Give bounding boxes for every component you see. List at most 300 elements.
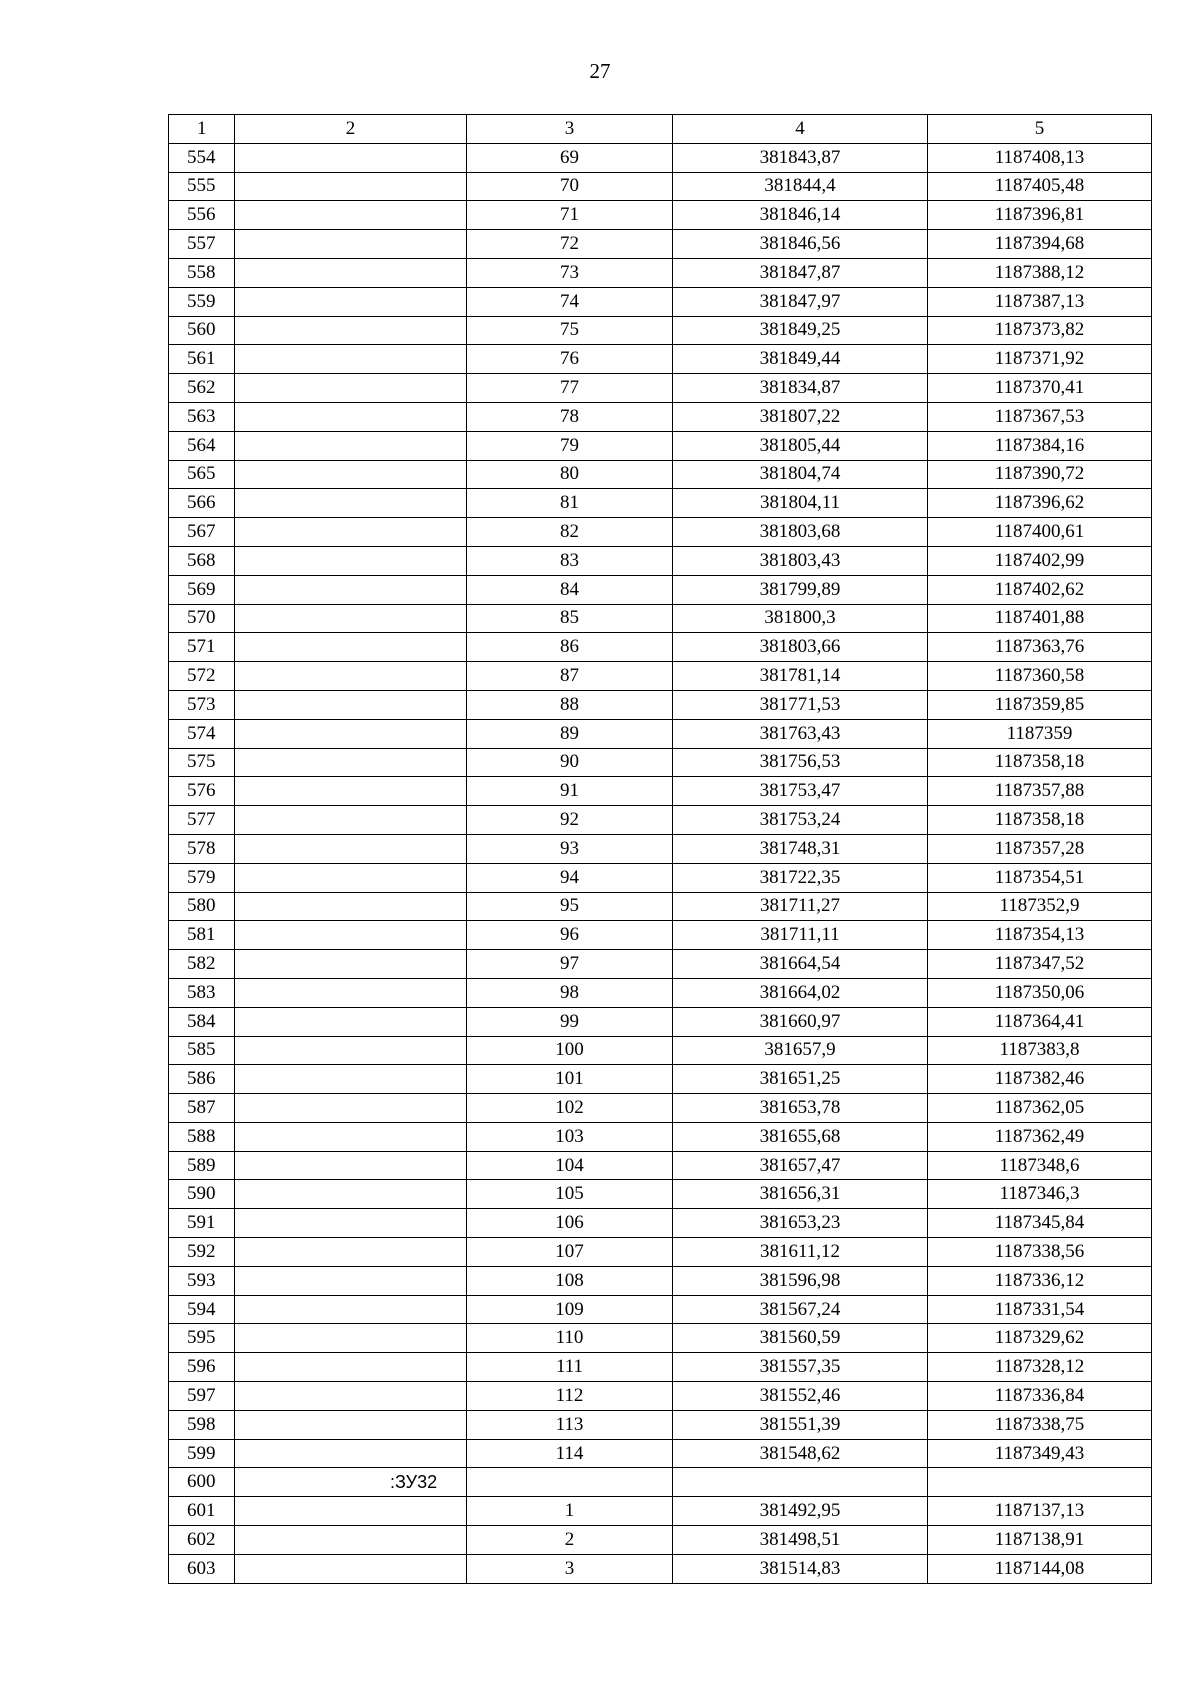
y-coordinate-cell: 1187354,13 [928,921,1152,950]
point-number-cell: 87 [467,662,673,691]
y-coordinate-cell: 1187358,18 [928,748,1152,777]
x-coordinate-cell: 381807,22 [673,402,928,431]
y-coordinate-cell: 1187360,58 [928,662,1152,691]
y-coordinate-cell: 1187345,84 [928,1209,1152,1238]
y-coordinate-cell: 1187348,6 [928,1151,1152,1180]
table-row [169,978,1152,1007]
x-coordinate-cell: 381611,12 [673,1238,928,1267]
point-number-cell: 98 [467,978,673,1007]
y-coordinate-cell: 1187396,62 [928,489,1152,518]
x-coordinate-cell: 381846,14 [673,201,928,230]
row-number-cell: 575 [169,748,235,777]
point-number-cell: 82 [467,518,673,547]
table-row [169,1353,1152,1382]
x-coordinate-cell: 381498,51 [673,1526,928,1555]
point-number-cell: 105 [467,1180,673,1209]
parcel-label-cell [235,1122,467,1151]
x-coordinate-cell: 381651,25 [673,1065,928,1094]
y-coordinate-cell: 1187336,84 [928,1382,1152,1411]
parcel-label-cell [235,258,467,287]
x-coordinate-cell: 381804,11 [673,489,928,518]
row-number-cell: 574 [169,719,235,748]
table-row [169,518,1152,547]
y-coordinate-cell: 1187357,28 [928,834,1152,863]
x-coordinate-cell: 381846,56 [673,230,928,259]
x-coordinate-cell: 381657,47 [673,1151,928,1180]
row-number-cell: 585 [169,1036,235,1065]
parcel-label-cell [235,1094,467,1123]
point-number-cell: 107 [467,1238,673,1267]
parcel-label-cell [235,690,467,719]
table-row [169,1382,1152,1411]
parcel-label-cell [235,978,467,1007]
table-row [169,1209,1152,1238]
row-number-cell: 591 [169,1209,235,1238]
x-coordinate-cell: 381552,46 [673,1382,928,1411]
parcel-label-cell [235,1295,467,1324]
point-number-cell: 69 [467,143,673,172]
parcel-label-cell [235,287,467,316]
point-number-cell: 2 [467,1526,673,1555]
x-coordinate-cell: 381660,97 [673,1007,928,1036]
row-number-cell: 557 [169,230,235,259]
parcel-label-cell [235,892,467,921]
row-number-cell: 577 [169,806,235,835]
y-coordinate-cell: 1187137,13 [928,1497,1152,1526]
row-number-cell: 572 [169,662,235,691]
row-number-cell: 592 [169,1238,235,1267]
x-coordinate-cell: 381557,35 [673,1353,928,1382]
parcel-label-cell [235,575,467,604]
parcel-label-cell [235,1382,467,1411]
y-coordinate-cell: 1187359,85 [928,690,1152,719]
parcel-label-cell [235,1554,467,1583]
y-coordinate-cell: 1187354,51 [928,863,1152,892]
point-number-cell: 81 [467,489,673,518]
point-number-cell: 113 [467,1410,673,1439]
table-row [169,662,1152,691]
table-row [169,1324,1152,1353]
row-number-cell: 597 [169,1382,235,1411]
parcel-label-cell [235,950,467,979]
x-coordinate-cell: 381799,89 [673,575,928,604]
point-number-cell: 102 [467,1094,673,1123]
point-number-cell: 99 [467,1007,673,1036]
y-coordinate-cell: 1187138,91 [928,1526,1152,1555]
table-row [169,1238,1152,1267]
row-number-cell: 565 [169,460,235,489]
x-coordinate-cell: 381781,14 [673,662,928,691]
row-number-cell: 587 [169,1094,235,1123]
parcel-label-cell [235,1526,467,1555]
row-number-cell: 563 [169,402,235,431]
point-number-cell: 76 [467,345,673,374]
row-number-cell: 600 [169,1468,235,1497]
x-coordinate-cell: 381656,31 [673,1180,928,1209]
x-coordinate-cell: 381748,31 [673,834,928,863]
table-row [169,143,1152,172]
x-coordinate-cell: 381803,43 [673,546,928,575]
point-number-cell: 74 [467,287,673,316]
row-number-cell: 555 [169,172,235,201]
table-row [169,1036,1152,1065]
row-number-cell: 559 [169,287,235,316]
parcel-label-cell [235,777,467,806]
x-coordinate-cell: 381653,78 [673,1094,928,1123]
page-number: 27 [589,59,611,83]
row-number-cell: 590 [169,1180,235,1209]
table-row [169,1007,1152,1036]
row-number-cell: 594 [169,1295,235,1324]
table-row [169,546,1152,575]
table-row [169,834,1152,863]
parcel-label-cell [235,201,467,230]
parcel-label-cell [235,1036,467,1065]
y-coordinate-cell: 1187346,3 [928,1180,1152,1209]
y-coordinate-cell: 1187367,53 [928,402,1152,431]
point-number-cell: 3 [467,1554,673,1583]
y-coordinate-cell: 1187396,81 [928,201,1152,230]
y-coordinate-cell: 1187371,92 [928,345,1152,374]
table-row [169,575,1152,604]
row-number-cell: 595 [169,1324,235,1353]
header-cell-5: 5 [928,115,1152,144]
row-number-cell: 571 [169,633,235,662]
parcel-label-cell [235,518,467,547]
table-row [169,431,1152,460]
point-number-cell: 114 [467,1439,673,1468]
row-number-cell: 581 [169,921,235,950]
point-number-cell: 73 [467,258,673,287]
x-coordinate-cell: 381514,83 [673,1554,928,1583]
table-row [169,374,1152,403]
parcel-label-cell [235,345,467,374]
row-number-cell: 569 [169,575,235,604]
parcel-label-cell [235,316,467,345]
table-row [169,1180,1152,1209]
table-row [169,1094,1152,1123]
table-body [169,115,1152,1584]
x-coordinate-cell: 381596,98 [673,1266,928,1295]
table-row [169,345,1152,374]
table-header-row [169,115,1152,144]
point-number-cell: 108 [467,1266,673,1295]
row-number-cell: 586 [169,1065,235,1094]
x-coordinate-cell: 381803,66 [673,633,928,662]
y-coordinate-cell: 1187336,12 [928,1266,1152,1295]
parcel-label-cell: :ЗУ32 [235,1468,467,1497]
header-cell-1: 1 [169,115,235,144]
table-row [169,748,1152,777]
point-number-cell: 88 [467,690,673,719]
point-number-cell: 84 [467,575,673,604]
parcel-label-cell [235,604,467,633]
x-coordinate-cell: 381844,4 [673,172,928,201]
row-number-cell: 576 [169,777,235,806]
x-coordinate-cell: 381711,11 [673,921,928,950]
header-cell-3: 3 [467,115,673,144]
table-row [169,690,1152,719]
point-number-cell: 112 [467,1382,673,1411]
point-number-cell: 101 [467,1065,673,1094]
parcel-label-cell [235,633,467,662]
parcel-label-cell [235,1180,467,1209]
row-number-cell: 560 [169,316,235,345]
x-coordinate-cell: 381664,02 [673,978,928,1007]
parcel-label-cell [235,1266,467,1295]
point-number-cell: 90 [467,748,673,777]
point-number-cell: 91 [467,777,673,806]
y-coordinate-cell: 1187384,16 [928,431,1152,460]
parcel-label-cell [235,662,467,691]
y-coordinate-cell: 1187328,12 [928,1353,1152,1382]
table-row [169,892,1152,921]
point-number-cell: 77 [467,374,673,403]
table-row [169,1295,1152,1324]
point-number-cell: 70 [467,172,673,201]
x-coordinate-cell: 381771,53 [673,690,928,719]
y-coordinate-cell: 1187390,72 [928,460,1152,489]
x-coordinate-cell: 381763,43 [673,719,928,748]
row-number-cell: 593 [169,1266,235,1295]
point-number-cell [467,1468,673,1497]
y-coordinate-cell: 1187373,82 [928,316,1152,345]
x-coordinate-cell: 381753,47 [673,777,928,806]
row-number-cell: 580 [169,892,235,921]
table-row [169,1266,1152,1295]
table-row [169,172,1152,201]
y-coordinate-cell: 1187359 [928,719,1152,748]
point-number-cell: 78 [467,402,673,431]
table-row [169,1554,1152,1583]
table-row [169,258,1152,287]
table-row [169,806,1152,835]
point-number-cell: 109 [467,1295,673,1324]
y-coordinate-cell: 1187338,75 [928,1410,1152,1439]
table-row [169,719,1152,748]
row-number-cell: 570 [169,604,235,633]
point-number-cell: 72 [467,230,673,259]
table-row [169,402,1152,431]
row-number-cell: 578 [169,834,235,863]
y-coordinate-cell: 1187349,43 [928,1439,1152,1468]
row-number-cell: 558 [169,258,235,287]
table-row [169,287,1152,316]
parcel-label-cell [235,1324,467,1353]
point-number-cell: 110 [467,1324,673,1353]
table-row [169,1526,1152,1555]
table-row [169,921,1152,950]
x-coordinate-cell: 381548,62 [673,1439,928,1468]
row-number-cell: 584 [169,1007,235,1036]
point-number-cell: 95 [467,892,673,921]
table-row [169,316,1152,345]
y-coordinate-cell: 1187362,05 [928,1094,1152,1123]
x-coordinate-cell: 381847,97 [673,287,928,316]
row-number-cell: 596 [169,1353,235,1382]
parcel-label-cell [235,143,467,172]
coordinates-table [168,114,1152,1584]
point-number-cell: 79 [467,431,673,460]
y-coordinate-cell: 1187388,12 [928,258,1152,287]
parcel-label-cell [235,719,467,748]
parcel-label-cell [235,1151,467,1180]
parcel-label-cell [235,172,467,201]
row-number-cell: 599 [169,1439,235,1468]
point-number-cell: 80 [467,460,673,489]
point-number-cell: 1 [467,1497,673,1526]
row-number-cell: 598 [169,1410,235,1439]
x-coordinate-cell: 381722,35 [673,863,928,892]
x-coordinate-cell [673,1468,928,1497]
x-coordinate-cell: 381655,68 [673,1122,928,1151]
table-row [169,489,1152,518]
y-coordinate-cell: 1187362,49 [928,1122,1152,1151]
y-coordinate-cell: 1187357,88 [928,777,1152,806]
row-number-cell: 568 [169,546,235,575]
y-coordinate-cell: 1187405,48 [928,172,1152,201]
parcel-label-cell [235,834,467,863]
point-number-cell: 92 [467,806,673,835]
point-number-cell: 106 [467,1209,673,1238]
x-coordinate-cell: 381849,44 [673,345,928,374]
x-coordinate-cell: 381560,59 [673,1324,928,1353]
row-number-cell: 579 [169,863,235,892]
table-row [169,950,1152,979]
y-coordinate-cell: 1187329,62 [928,1324,1152,1353]
parcel-label-cell [235,402,467,431]
parcel-label-cell [235,431,467,460]
point-number-cell: 89 [467,719,673,748]
point-number-cell: 97 [467,950,673,979]
y-coordinate-cell: 1187383,8 [928,1036,1152,1065]
x-coordinate-cell: 381800,3 [673,604,928,633]
row-number-cell: 583 [169,978,235,1007]
table-row [169,1151,1152,1180]
parcel-label-cell [235,1439,467,1468]
point-number-cell: 85 [467,604,673,633]
x-coordinate-cell: 381567,24 [673,1295,928,1324]
table-row [169,230,1152,259]
x-coordinate-cell: 381843,87 [673,143,928,172]
table-row [169,1122,1152,1151]
row-number-cell: 589 [169,1151,235,1180]
row-number-cell: 603 [169,1554,235,1583]
y-coordinate-cell: 1187370,41 [928,374,1152,403]
row-number-cell: 567 [169,518,235,547]
parcel-label-cell [235,1410,467,1439]
x-coordinate-cell: 381847,87 [673,258,928,287]
y-coordinate-cell: 1187394,68 [928,230,1152,259]
y-coordinate-cell: 1187358,18 [928,806,1152,835]
y-coordinate-cell: 1187347,52 [928,950,1152,979]
x-coordinate-cell: 381849,25 [673,316,928,345]
table-row [169,201,1152,230]
table-row [169,1065,1152,1094]
row-number-cell: 556 [169,201,235,230]
table-row [169,633,1152,662]
table-row [169,1468,1152,1497]
point-number-cell: 111 [467,1353,673,1382]
parcel-label-cell [235,1209,467,1238]
point-number-cell: 94 [467,863,673,892]
table-row [169,777,1152,806]
parcel-label-cell [235,546,467,575]
x-coordinate-cell: 381803,68 [673,518,928,547]
point-number-cell: 96 [467,921,673,950]
row-number-cell: 601 [169,1497,235,1526]
y-coordinate-cell: 1187350,06 [928,978,1152,1007]
x-coordinate-cell: 381805,44 [673,431,928,460]
table-row [169,604,1152,633]
row-number-cell: 582 [169,950,235,979]
header-cell-2: 2 [235,115,467,144]
x-coordinate-cell: 381653,23 [673,1209,928,1238]
y-coordinate-cell: 1187363,76 [928,633,1152,662]
parcel-label-cell [235,1353,467,1382]
header-cell-4: 4 [673,115,928,144]
point-number-cell: 93 [467,834,673,863]
table-row [169,1497,1152,1526]
y-coordinate-cell: 1187382,46 [928,1065,1152,1094]
point-number-cell: 71 [467,201,673,230]
row-number-cell: 588 [169,1122,235,1151]
table-row [169,863,1152,892]
parcel-label-cell [235,1238,467,1267]
y-coordinate-cell [928,1468,1152,1497]
parcel-label-cell [235,489,467,518]
x-coordinate-cell: 381753,24 [673,806,928,835]
y-coordinate-cell: 1187338,56 [928,1238,1152,1267]
x-coordinate-cell: 381657,9 [673,1036,928,1065]
parcel-label-cell [235,230,467,259]
parcel-label-cell [235,748,467,777]
row-number-cell: 573 [169,690,235,719]
parcel-label-cell [235,374,467,403]
row-number-cell: 554 [169,143,235,172]
parcel-label-cell [235,806,467,835]
row-number-cell: 561 [169,345,235,374]
point-number-cell: 104 [467,1151,673,1180]
point-number-cell: 103 [467,1122,673,1151]
table-row [169,1439,1152,1468]
y-coordinate-cell: 1187400,61 [928,518,1152,547]
point-number-cell: 83 [467,546,673,575]
parcel-label-cell [235,1497,467,1526]
parcel-label-cell [235,863,467,892]
y-coordinate-cell: 1187364,41 [928,1007,1152,1036]
y-coordinate-cell: 1187387,13 [928,287,1152,316]
parcel-label-cell [235,460,467,489]
row-number-cell: 562 [169,374,235,403]
y-coordinate-cell: 1187331,54 [928,1295,1152,1324]
y-coordinate-cell: 1187401,88 [928,604,1152,633]
point-number-cell: 75 [467,316,673,345]
y-coordinate-cell: 1187402,99 [928,546,1152,575]
x-coordinate-cell: 381492,95 [673,1497,928,1526]
x-coordinate-cell: 381834,87 [673,374,928,403]
row-number-cell: 566 [169,489,235,518]
x-coordinate-cell: 381551,39 [673,1410,928,1439]
y-coordinate-cell: 1187402,62 [928,575,1152,604]
x-coordinate-cell: 381664,54 [673,950,928,979]
point-number-cell: 86 [467,633,673,662]
parcel-label-cell [235,1007,467,1036]
x-coordinate-cell: 381711,27 [673,892,928,921]
point-number-cell: 100 [467,1036,673,1065]
y-coordinate-cell: 1187144,08 [928,1554,1152,1583]
parcel-label-cell [235,921,467,950]
